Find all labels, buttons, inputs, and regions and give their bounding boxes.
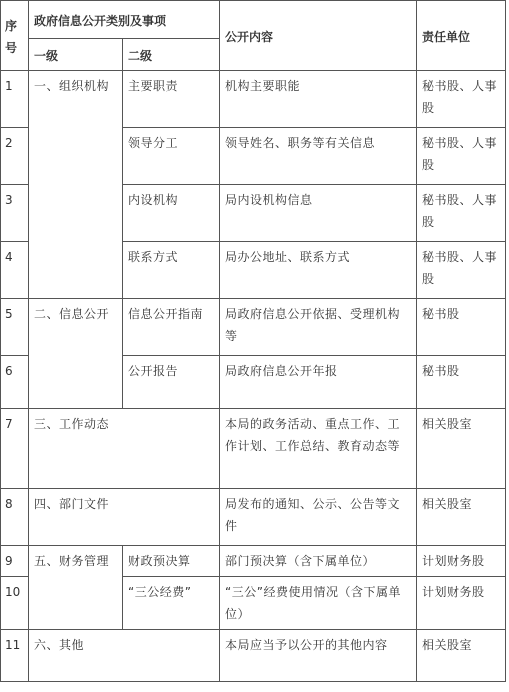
table-row: [1, 409, 506, 489]
row-unit: 计划财务股: [417, 546, 506, 577]
row-unit: 计划财务股: [417, 577, 506, 630]
row-unit: 相关股室: [417, 409, 506, 489]
row-content: 本局的政务活动、重点工作、工作计划、工作总结、教育动态等: [220, 409, 417, 489]
table-row: [1, 546, 506, 577]
header-category: 政府信息公开类别及事项: [29, 1, 220, 39]
row-seq: 3: [1, 185, 29, 242]
row-unit: 秘书股、人事股: [417, 128, 506, 185]
row-level1: 一、组织机构: [29, 71, 123, 299]
header-level2: 二级: [123, 39, 220, 71]
row-seq: 1: [1, 71, 29, 128]
row-content: 领导姓名、职务等有关信息: [220, 128, 417, 185]
row-unit: 相关股室: [417, 630, 506, 682]
row-seq: 10: [1, 577, 29, 630]
row-seq: 5: [1, 299, 29, 356]
row-content: 局内设机构信息: [220, 185, 417, 242]
table-row: [1, 299, 506, 356]
row-content: “三公”经费使用情况（含下属单位）: [220, 577, 417, 630]
row-content: 局政府信息公开年报: [220, 356, 417, 409]
row-level1: 二、信息公开: [29, 299, 123, 409]
row-seq: 8: [1, 489, 29, 546]
table-row: [1, 630, 506, 682]
row-seq: 9: [1, 546, 29, 577]
row-level2: “三公经费”: [123, 577, 220, 630]
row-content: 部门预决算（含下属单位）: [220, 546, 417, 577]
table-row: [1, 489, 506, 546]
row-seq: 11: [1, 630, 29, 682]
row-content: 局发布的通知、公示、公告等文件: [220, 489, 417, 546]
header-level1: 一级: [29, 39, 123, 71]
row-content: 本局应当予以公开的其他内容: [220, 630, 417, 682]
row-unit: 秘书股: [417, 356, 506, 409]
row-seq: 6: [1, 356, 29, 409]
row-level2: 财政预决算: [123, 546, 220, 577]
header-content: 公开内容: [220, 1, 417, 71]
row-level2: 公开报告: [123, 356, 220, 409]
row-level1: 五、财务管理: [29, 546, 123, 630]
row-seq: 7: [1, 409, 29, 489]
row-level1: 六、其他: [29, 630, 220, 682]
row-level2: 领导分工: [123, 128, 220, 185]
row-unit: 秘书股、人事股: [417, 185, 506, 242]
row-unit: 相关股室: [417, 489, 506, 546]
row-level1: 四、部门文件: [29, 489, 220, 546]
row-content: 机构主要职能: [220, 71, 417, 128]
row-level2: 联系方式: [123, 242, 220, 299]
row-content: 局政府信息公开依据、受理机构等: [220, 299, 417, 356]
row-unit: 秘书股: [417, 299, 506, 356]
row-level2: 内设机构: [123, 185, 220, 242]
row-level1: 三、工作动态: [29, 409, 220, 489]
header-seq: 序号: [1, 1, 29, 71]
row-level2: 信息公开指南: [123, 299, 220, 356]
table-row: [1, 71, 506, 128]
row-seq: 4: [1, 242, 29, 299]
row-seq: 2: [1, 128, 29, 185]
row-unit: 秘书股、人事股: [417, 71, 506, 128]
row-content: 局办公地址、联系方式: [220, 242, 417, 299]
header-unit: 责任单位: [417, 1, 506, 71]
row-level2: 主要职责: [123, 71, 220, 128]
row-unit: 秘书股、人事股: [417, 242, 506, 299]
